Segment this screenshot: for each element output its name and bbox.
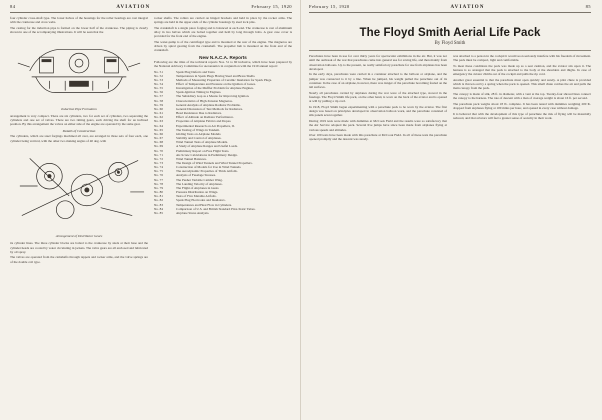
report-number: No. 63 [154, 119, 163, 124]
report-title: Investigation of the Muffler Problem for Airplane Engines. [176, 86, 254, 91]
report-number: No. 60 [154, 106, 163, 111]
report-title: Pressure Distribution on Wings. [176, 190, 219, 195]
report-title: Comparison of U.S. and British Standard Pitot-Static Tubes. [176, 206, 256, 211]
report-number: No. 54 [154, 82, 163, 86]
paragraph: The casting for the induction pipe is formed on the lower half of the crankcase. The piping is clearly shown in one of the accompanying illustrations. It will be seen that the [10, 25, 148, 35]
report-number: No. 57 [154, 94, 163, 99]
report-number: No. 79 [154, 185, 163, 190]
report-number: No. 55 [154, 86, 163, 91]
report-number: No. 70 [154, 148, 163, 153]
left-date: February 15, 1920 [251, 4, 292, 9]
report-title: Spark-Ignition Timing in Engines. [176, 90, 222, 95]
left-magazine-name: AVIATION [116, 5, 151, 10]
report-title: Preliminary Report on Free Flight Tests. [176, 148, 230, 153]
report-number: No. 69 [154, 144, 163, 149]
report-title: The Testing of Wings in Tandem. [176, 127, 220, 132]
right-columns [309, 54, 591, 143]
paragraph: In the early days, parachutes were carried in a container attached to the balloon or airplane, and the jumper was connected to it by a line. When he jumped, his weight pulled the parachute out of its container. In the case of an airplane, however, there was danger of the parachute becoming fouled on the tail surfaces. [309, 72, 447, 90]
report-number: No. 78 [154, 181, 163, 186]
right-magazine-name: AVIATION [450, 5, 485, 10]
report-title: Wind Tunnel Tests of Airplane Models. [176, 140, 228, 145]
report-title: The Aerodynamic Properties of Thick Airfoils. [176, 169, 238, 174]
report-title: General Analysis of Airplane Radiator Problems. [176, 102, 241, 107]
figure-caption: Induction Pipe Formation [61, 106, 97, 111]
report-title: The Pusher Variable Camber Wing. [176, 177, 223, 182]
report-title: Head Resistance Due to Radiators. [176, 111, 222, 116]
paragraph: rocker shafts. The rollers are carried on hinged brackets and held in place by the rocker arms. The springs are held in the upper ends of the cylinder housings by steel lock pins. [154, 16, 292, 25]
right-running-head [309, 4, 591, 13]
left-column-2 [154, 16, 292, 265]
report-title: Stability and Control of Airplanes. [176, 136, 222, 141]
report-number: No. 75 [154, 169, 163, 174]
left-columns [10, 16, 292, 265]
reports-list [154, 70, 292, 215]
left-running-head [10, 4, 292, 13]
report-number: No. 56 [154, 90, 163, 95]
report-number: No. 83 [154, 202, 163, 207]
report-number: No. 77 [154, 177, 163, 182]
report-title: Properties of Airplane Fabrics and Dopes. [176, 119, 232, 124]
divider [309, 50, 591, 51]
report-number: No. 73 [154, 160, 163, 165]
induction-pipe-figure [10, 37, 148, 101]
report-number: No. 53 [154, 77, 163, 82]
report-title: Gliding Tests on Airplane Models. [176, 131, 222, 136]
report-number: No. 62 [154, 115, 163, 120]
report-title: Airplane Stress Analysis. [176, 210, 210, 215]
report-title: The Landing Velocity of Airplanes. [176, 181, 223, 186]
paragraph: In 1918, Floyd Smith began experimenting with a parachute pack to be worn by the aviator. The first design was based on principles developed in observation balloon work, and the parachute consisted of silk panels sewn together. [309, 104, 447, 118]
report-title: Construction of Models for Use in Wind Tunnels. [176, 165, 242, 170]
paragraph: its cylinder lines. The three cylinder blocks are bolted to the crankcase by studs at their base and the cylinder heads are cooled by water circulating in jackets. The valve gears are all enclosed and lubricated by oil spray. [10, 241, 148, 254]
report-title: Characteristics of High-Tension Magnetos. [176, 98, 233, 103]
right-date: February 15, 1920 [309, 4, 350, 9]
report-title: Wind Tunnel Balances. [176, 156, 207, 161]
report-title: Effect of Temperature and Pressure on the Ignition of Gases. [176, 82, 256, 86]
paragraph: The parachute pack weighs about 18 lb. complete. It has been tested with dummies weighing 200 lb. dropped from airplanes flying at 100 miles per hour, and opened in every case without damage. [453, 101, 591, 111]
report-number: No. 76 [154, 173, 163, 178]
paragraph: Over 100 tests have been made with this parachute at McCook Field. In all of these tests the parachute opened promptly and the descent was steady. [309, 132, 447, 142]
report-number: No. 51 [154, 69, 163, 74]
report-number: No. 71 [154, 152, 163, 157]
report-number: No. 67 [154, 136, 163, 141]
report-title: Spark Plug Defects and Tests. [176, 69, 216, 74]
report-number: No. 65 [154, 127, 163, 132]
paragraph: Nearly all parachutes carried by airplanes during the war were of the attached type, stowed in the fuselage. The Floyd Smith life pack, on the other hand, is worn on the back of the aviator and is opened at will by pulling a rip cord. [309, 90, 447, 104]
report-title: Effect of Altitude on Radiator Performance. [176, 115, 234, 120]
report-number: No. 68 [154, 140, 163, 145]
paragraph: Another great essential is that the parachute must open quickly and surely. A pilot chute is provided which is thrown out by a spring when the pack is opened. This small chute catches the air and pulls the main canopy from the pack. [453, 77, 591, 91]
report-item [154, 211, 292, 215]
paragraph: The crankshaft is a single piece forging and is balanced at each end. The crankcase is cast of aluminum alloy in two halves which are bolted together and held by long through bolts. A gear case cover is provided for the front end of the engine. [154, 25, 292, 39]
article-title: The Floyd Smith Aerial Life Pack [359, 27, 541, 39]
report-number: No. 58 [154, 98, 163, 103]
report-title: The Flight of Airplanes in Gusts. [176, 185, 220, 190]
reports-heading: New N.A.C.A. Reports [199, 54, 247, 60]
report-number: No. 80 [154, 190, 163, 195]
paragraph: Parachutes have been in use for over thirty years for spectacular exhibitions in the air. But, it was not until the outbreak of the war that parachutes came into general use for saving life, and then mainly from observation balloons. Up to the present, no really satisfactory parachute for use from airplanes has been developed. [309, 54, 447, 71]
report-title: Spark Plug Electrodes and Insulators. [176, 198, 226, 203]
report-number: No. 64 [154, 123, 163, 128]
paragraph: The canopy is made of silk, 28 ft. in diameter, with a vent at the top. Twenty-four shroud lines connect the canopy to the harness. The rate of descent with a man of average weight is about 16 ft. per second. [453, 91, 591, 101]
paragraph: four cylinder cross-shaft type. The lower halves of the housings for the roller bearings are cast integral with the crankcase and cross webs. [10, 16, 148, 25]
left-page-number: 84 [10, 4, 16, 9]
paragraph: The water-pump is of the centrifugal type and is mounted at the rear of the engine. The magnetos are driven by spiral gearing from the crankshaft. The propeller hub is mounted on the front end of the crankshaft. [154, 39, 292, 53]
section-subheading: Details of Construction [62, 129, 96, 134]
left-column-1 [10, 16, 148, 265]
figure-caption: Arrangement of Distributor Gears [55, 234, 103, 239]
paragraph: To meet these conditions the pack was made up as a seat cushion, and the aviator sits upon it. The harness is so arranged that the pack is attached to the body at the shoulders and thighs. In case of emergency the aviator climbs out of the cockpit and pulls the rip cord. [453, 63, 591, 77]
report-title: Methods of Measuring Properties of Ceramic Insulation for Spark Plugs. [176, 77, 272, 82]
report-number: No. 84 [154, 206, 163, 211]
report-number: No. 85 [154, 210, 163, 215]
paragraph: arrangement is very compact. There are six cylinders, two for each set of cylinders, two separating the cylinders and one set of valves. There are two timing gears, each driving the shaft for an inclined position. By this arrangement the valves on either side of the engine are operated by the same gear. [10, 113, 148, 127]
report-title: Analysis of Fuselage Stresses. [176, 173, 216, 178]
report-title: General Discussion of Test Methods for Radiators. [176, 106, 243, 111]
report-number: No. 61 [154, 111, 163, 116]
report-number: No. 82 [154, 198, 163, 203]
report-title: Air-Screw Calculations in Preliminary Design. [176, 152, 238, 157]
right-page-number: 85 [585, 4, 591, 9]
paragraph: The cylinders, which are steel forgings machined all over, are arranged in three sets of four each, one cylinder being vertical, with the other two making angles of 40 deg. with [10, 134, 148, 143]
report-number: No. 66 [154, 131, 163, 136]
report-title: Tests of Five Metalite Airfoils. [176, 194, 217, 199]
paragraph: was attached to a person in the cockpit it would soon seriously interfere with his freedom of movement. The pack must be compact, light and comfortable. [453, 54, 591, 63]
paragraph: It is believed that with the development of this type of parachute the risk of flying will be materially reduced, and that aviators will feel a greater sense of security in their work. [453, 111, 591, 120]
distributor-gears-figure [10, 146, 148, 228]
report-title: Temperatures in Spark Plugs Having Steel and Brass Shells. [176, 73, 256, 78]
report-title: The Subsidiary Gap as a Means for Improving Ignition. [176, 94, 250, 99]
report-title: Experimental Research on Air Propellers, II. [176, 123, 235, 128]
report-title: Temperatures and Heat Flow in Cylinders. [176, 202, 232, 207]
article-byline: By Floyd Smith [434, 41, 466, 46]
left-page [0, 0, 300, 420]
paragraph: The valves are operated from the camshafts through tappets and rocker arms, and the valve springs are of the double coil type. [10, 255, 148, 264]
report-number: No. 74 [154, 165, 163, 170]
reports-intro: Following are the titles of the technical reports Nos. 51 to 60 inclusive, which have been prepared by the National Advisory Committee for Aeronautics in conjunction with the 1919 annual report: [154, 59, 292, 69]
report-title: A Study of Airplane Ranges and Useful Loads. [176, 144, 238, 149]
right-column-1 [309, 54, 447, 143]
report-number: No. 59 [154, 102, 163, 107]
report-number: No. 52 [154, 73, 163, 78]
paragraph: During 1919 tests were made with dummies at McCook Field and the results were so satisfactory that the Air Service adopted the pack. Several live jumps have since been made from airplanes flying at various speeds and altitudes. [309, 118, 447, 132]
report-number: No. 81 [154, 194, 163, 199]
right-page [300, 0, 601, 420]
report-number: No. 72 [154, 156, 163, 161]
report-title: The Design of Wind Tunnels and Wind Tunnel Propellers. [176, 160, 253, 165]
right-column-2 [453, 54, 591, 143]
